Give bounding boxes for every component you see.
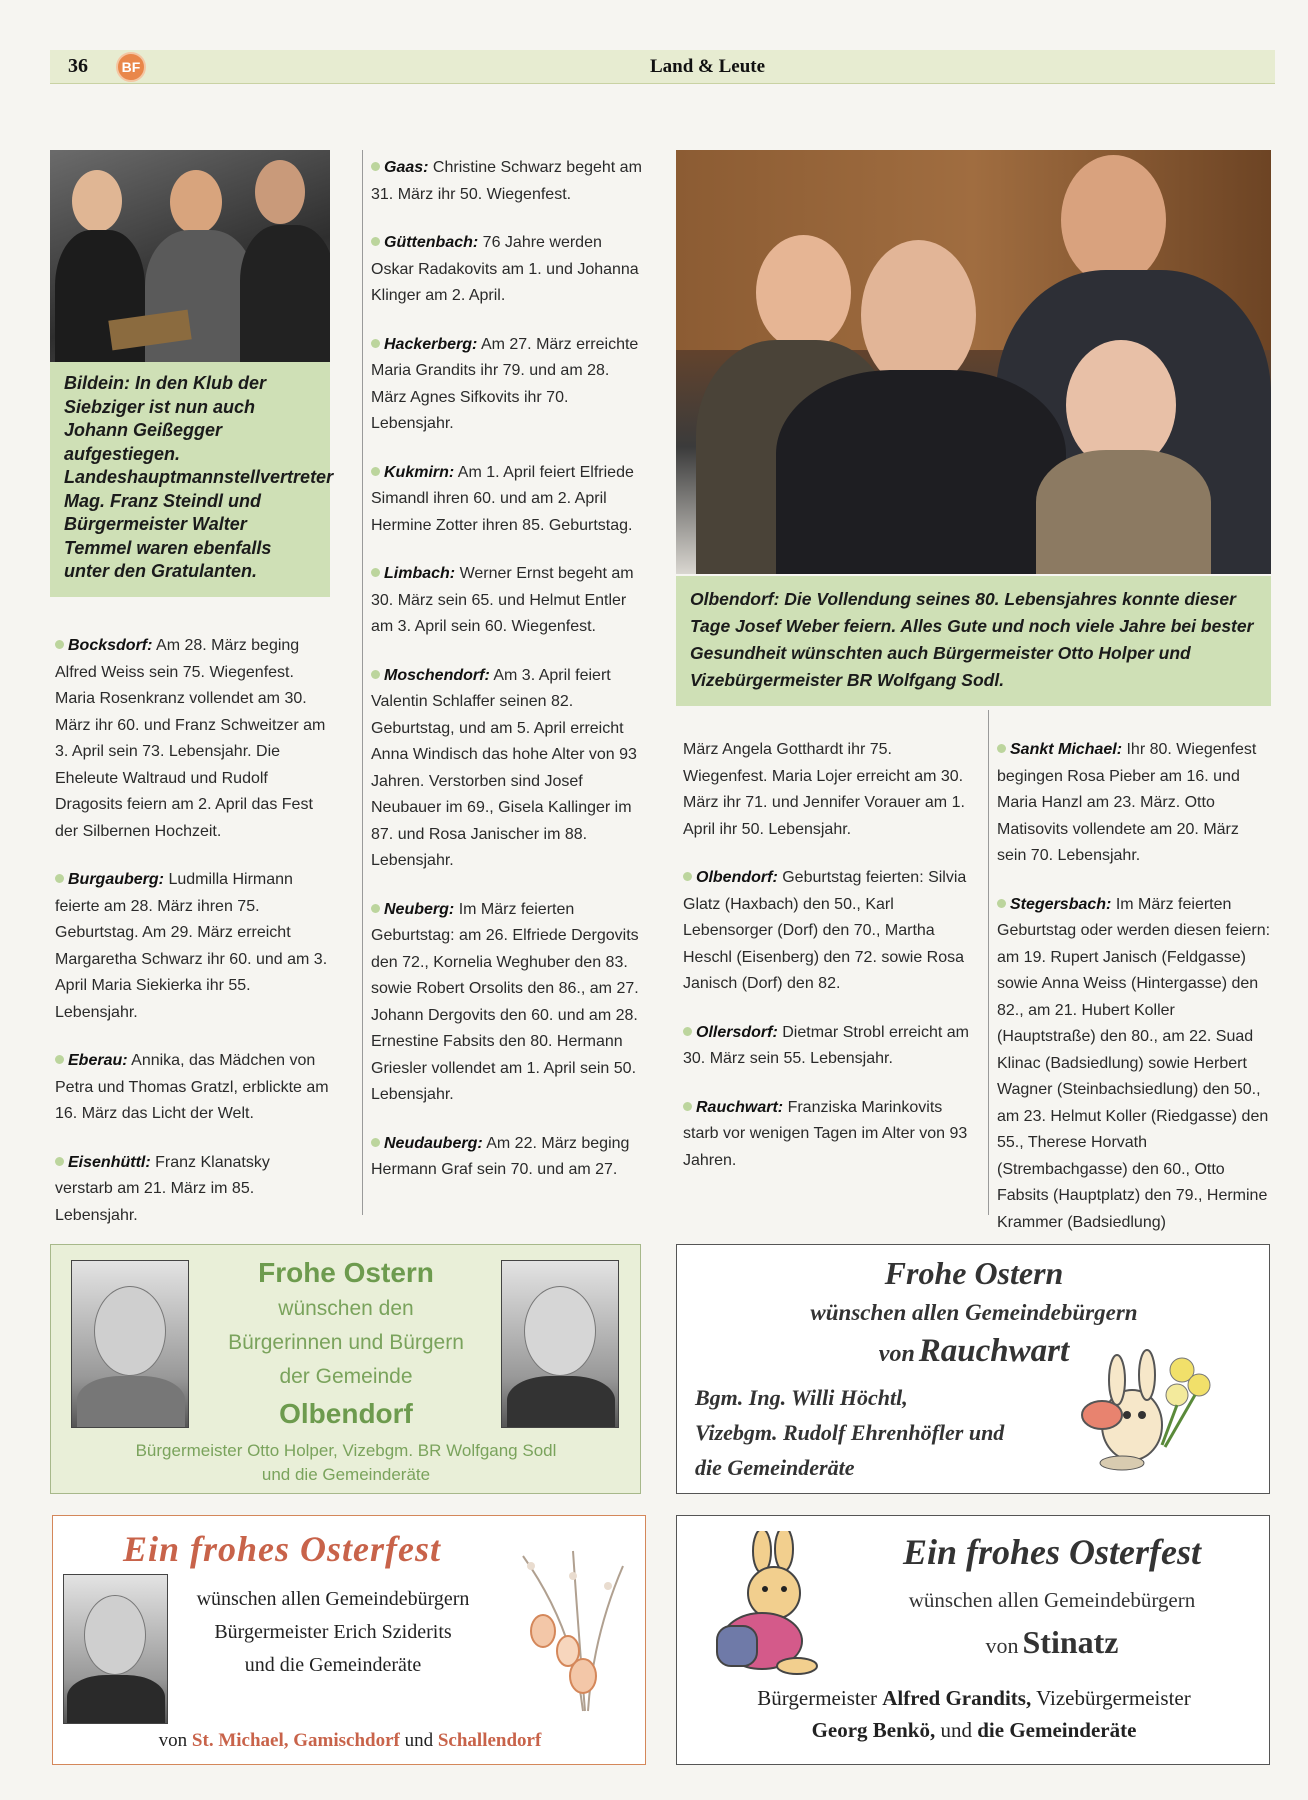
ad-title: Ein frohes Osterfest bbox=[902, 1532, 1202, 1572]
vice-mayor-portrait bbox=[501, 1260, 619, 1428]
ad-footer-text: Bürgermeister bbox=[757, 1686, 878, 1710]
ad-town: Schallendorf bbox=[437, 1730, 542, 1751]
column-divider bbox=[362, 150, 363, 1215]
ad-von: von bbox=[878, 1341, 915, 1367]
ad-line: wünschen allen Gemeindebürgern bbox=[810, 1300, 1138, 1325]
ad-line: Bürgermeister Erich Sziderits bbox=[214, 1621, 452, 1643]
olbendorf-caption: Olbendorf: Die Vollendung seines 80. Lebensjahres konnte dieser Tage Josef Weber feiern. Alles Gute und noch viele Jahre bei bester Gesundheit wünschten auch Bürgermeister Otto Holper und Vizebürgermeister BR Wolfgang Sodl. bbox=[676, 576, 1271, 706]
ad-title: Ein frohes Osterfest bbox=[123, 1529, 442, 1569]
ad-line: Bürgerinnen und Bürgern bbox=[228, 1331, 464, 1354]
news-item-neudauberg: Neudauberg: Am 22. März beging Hermann Graf sein 70. und am 27. bbox=[371, 1134, 630, 1178]
mayor-portrait bbox=[63, 1574, 168, 1724]
publication-logo: BF bbox=[116, 52, 146, 82]
ad-title: Frohe Ostern bbox=[258, 1257, 434, 1288]
news-item-sankt-michael: Sankt Michael: Ihr 80. Wiegenfest begingen Rosa Pieber am 16. und Maria Hanzl am 23. März. Otto Matisovits vollendete am 20. März sein 70. Lebensjahr. bbox=[997, 741, 1257, 864]
news-column-2 bbox=[371, 155, 646, 1206]
news-item-gaas: Gaas: Christine Schwarz begeht am 31. März ihr 50. Wiegenfest. bbox=[371, 159, 642, 203]
news-item-hackerberg: Hackerberg: Am 27. März erreichte Maria Grandits ihr 79. und am 28. März Agnes Sifkovits ihr 70. Lebensjahr. bbox=[371, 335, 639, 432]
ad-line: der Gemeinde bbox=[279, 1365, 413, 1388]
ad-footer bbox=[677, 1718, 1271, 1743]
news-item-limbach: Limbach: Werner Ernst begeht am 30. März sein 65. und Helmut Entler am 3. April sein 60. Wiegenfest. bbox=[371, 565, 634, 635]
news-column-1 bbox=[55, 633, 330, 1251]
news-item-eberau: Eberau: Annika, das Mädchen von Petra und Thomas Gratzl, erblickte am 16. März das Licht der Welt. bbox=[55, 1052, 329, 1122]
news-item-neuberg: Neuberg: Im März feierten Geburtstag: am 26. Elfriede Dergovits den 72., Kornelia Weghuber den 83. sowie Robert Orsolits den 86., am 27. Johann Dergovits den 60. und am 28. Ernestine Fabsits den 80. Hermann Griesler vollendet am 1. April sein 50. Lebensjahr. bbox=[371, 900, 639, 1103]
news-item-ollersdorf: Ollersdorf: Dietmar Strobl erreicht am 30. März sein 55. Lebensjahr. bbox=[683, 1023, 969, 1067]
ad-name: Vizebgm. Rudolf Ehrenhöfler und bbox=[695, 1420, 1005, 1445]
news-column-3 bbox=[683, 737, 973, 1196]
ad-town: Stinatz bbox=[1022, 1624, 1119, 1660]
news-item-eisenhuettl: Eisenhüttl: Franz Klanatsky verstarb am 21. März im 85. Lebensjahr. bbox=[55, 1153, 270, 1224]
ad-footer-text: und bbox=[940, 1718, 972, 1742]
column-divider bbox=[988, 710, 989, 1215]
news-item-rauchwart: Rauchwart: Franziska Marinkovits starb vor wenigen Tagen im Alter von 93 Jahren. bbox=[683, 1098, 968, 1169]
bildein-photo bbox=[50, 150, 330, 362]
stinatz-easter-ad bbox=[676, 1515, 1270, 1765]
ad-footer-text: die Gemeinderäte bbox=[977, 1718, 1137, 1742]
news-item-olbendorf: Olbendorf: Geburtstag feierten: Silvia Glatz (Haxbach) den 50., Karl Lebensorger (Dorf) den 70., Martha Heschl (Eisenberg) den 72. sowie Rosa Janisch (Dorf) den 82. bbox=[683, 869, 967, 992]
bildein-caption: Bildein: In den Klub der Siebziger ist nun auch Johann Geißegger aufgestiegen. Landeshauptmannstellvertreter Mag. Franz Steindl und Bürgermeister Walter Temmel waren ebenfalls unter den Gratulanten. bbox=[50, 362, 330, 597]
olbendorf-easter-ad bbox=[50, 1244, 641, 1494]
vice-mayor-name: Georg Benkö, bbox=[811, 1718, 936, 1742]
page-number: 36 bbox=[68, 55, 88, 77]
rauchwart-easter-ad bbox=[676, 1244, 1270, 1494]
ad-town: Rauchwart bbox=[918, 1333, 1070, 1369]
ad-footer-text: Vizebürgermeister bbox=[1036, 1686, 1191, 1710]
ad-town: Olbendorf bbox=[279, 1398, 413, 1429]
section-title: Land & Leute bbox=[650, 56, 766, 77]
news-item-kukmirn: Kukmirn: Am 1. April feiert Elfriede Simandl ihren 60. und am 2. April Hermine Zotter ihren 85. Geburtstag. bbox=[371, 463, 634, 534]
st-michael-easter-ad bbox=[52, 1515, 646, 1765]
ad-name: Bgm. Ing. Willi Höchtl, bbox=[695, 1385, 908, 1410]
ad-footer: Bürgermeister Otto Holper, Vizebgm. BR Wolfgang Sodl bbox=[135, 1441, 557, 1460]
news-item-burgauberg: Burgauberg: Ludmilla Hirmann feierte am 28. März ihren 75. Geburtstag. Am 29. März erreicht Margaretha Schwarz ihr 60. und am 3. April Maria Siekierka ihr 55. Lebensjahr. bbox=[55, 871, 328, 1021]
ad-town-line bbox=[847, 1624, 1257, 1661]
news-item-stegersbach: Stegersbach: Im März feierten Geburtstag oder werden diesen feiern: am 19. Rupert Janisch (Feldgasse) sowie Anna Weiss (Hintergasse) den 82., am 21. Hubert Koller (Hauptstraße) den 80., am 22. Suad Klinac (Badsiedlung) sowie Herbert Wagner (Steinbachsiedlung) den 50., am 23. Helmut Koller (Riedgasse) den 55., Therese Horvath (Strembachgasse) den 60., Otto Fabsits (Hauptplatz) den 79., Hermine Krammer (Badsiedlung) bbox=[997, 895, 1271, 1231]
ad-line: wünschen allen Gemeindebürgern bbox=[196, 1588, 470, 1610]
news-item-guettenbach: Güttenbach: 76 Jahre werden Oskar Radakovits am 1. und Johanna Klinger am 2. April. bbox=[371, 234, 639, 304]
ad-line: und die Gemeinderäte bbox=[244, 1654, 422, 1676]
news-item-moschendorf: Moschendorf: Am 3. April feiert Valentin Schlaffer seinen 82. Geburtstag, und am 5. April erreicht Anna Windisch das hohe Alter von 93 Jahren. Verstorben sind Josef Neubauer im 69., Gisela Kallinger im 87. und Rosa Janischer im 88. Lebensjahr. bbox=[371, 666, 637, 869]
news-column-4 bbox=[997, 737, 1272, 1258]
page-header bbox=[50, 50, 1275, 84]
ad-line: wünschen allen Gemeindebürgern bbox=[908, 1588, 1196, 1612]
ad-von: von bbox=[985, 1633, 1019, 1658]
easter-eggs-branch-icon bbox=[513, 1546, 633, 1716]
olbendorf-photo bbox=[676, 150, 1271, 574]
news-item-continued: März Angela Gotthardt ihr 75. Wiegenfest. Maria Lojer erreicht am 30. März ihr 71. und Jennifer Vorauer am 1. April ihr 50. Lebensjahr. bbox=[683, 741, 965, 838]
ad-von: von bbox=[158, 1730, 188, 1751]
news-item-bocksdorf: Bocksdorf: Am 28. März beging Alfred Weiss sein 75. Wiegenfest. Maria Rosenkranz vollendet am 30. März ihr 60. und Franz Schweitzer am 3. April sein 73. Lebensjahr. Die Eheleute Waltraud und Rudolf Dragosits feiern am 2. April das Fest der Silbernen Hochzeit. bbox=[55, 637, 326, 840]
mayor-name: Alfred Grandits, bbox=[882, 1686, 1032, 1710]
ad-name: die Gemeinderäte bbox=[695, 1455, 855, 1480]
ad-town: St. Michael, Gamischdorf bbox=[191, 1730, 400, 1751]
ad-und: und bbox=[404, 1730, 434, 1751]
ad-footer: und die Gemeinderäte bbox=[261, 1465, 431, 1484]
easter-bunny-flowers-icon bbox=[1077, 1345, 1217, 1475]
mayor-portrait bbox=[71, 1260, 189, 1428]
ad-footer bbox=[53, 1730, 647, 1752]
ad-footer bbox=[677, 1686, 1271, 1711]
ad-title: Frohe Ostern bbox=[884, 1255, 1064, 1291]
ad-line: wünschen den bbox=[278, 1297, 414, 1320]
easter-bunny-icon bbox=[702, 1531, 842, 1681]
